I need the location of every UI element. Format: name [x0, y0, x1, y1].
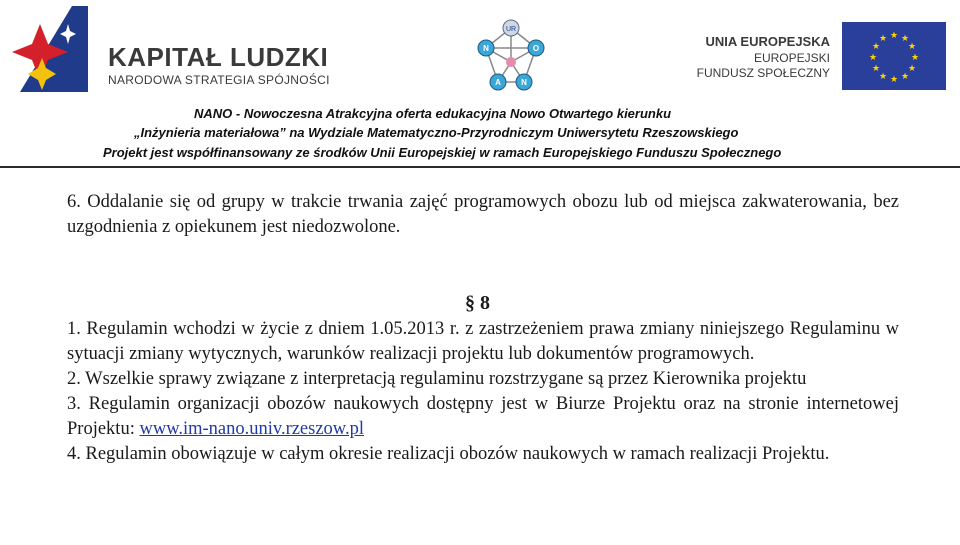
document-body — [67, 190, 899, 467]
cofinancing-note: Projekt jest współfinansowany ze środków Unii Europejskiej w ramach Europejskiego Funduszu Społecznego — [103, 145, 782, 160]
svg-text:★: ★ — [910, 53, 920, 63]
svg-text:★: ★ — [878, 72, 888, 82]
nano-node-n2 — [516, 74, 532, 90]
svg-text:★: ★ — [871, 42, 881, 52]
section-heading: § 8 — [465, 292, 490, 314]
nano-letter-o: O — [532, 44, 540, 53]
svg-text:★: ★ — [907, 42, 917, 52]
nano-letter-ur: UR — [505, 26, 517, 33]
ue-title: UNIA EUROPEJSKA — [705, 34, 830, 49]
rule-point-3 — [67, 392, 899, 442]
nano-node-o — [528, 40, 544, 56]
project-website-link[interactable]: www.im-nano.univ.rzeszow.pl — [139, 419, 364, 439]
nano-letter-n2: N — [521, 78, 527, 87]
rule-point-4: 4. Regulamin obowiązuje w całym okresie realizacji obozów naukowych w ramach realizacji Projektu. — [67, 444, 830, 464]
rule-point-3-text: 3. Regulamin organizacji obozów naukowych dostępny jest w Biurze Projektu oraz na stronie internetowej Projektu: — [67, 394, 899, 439]
kapital-ludzki-subtitle: NARODOWA STRATEGIA SPÓJNOŚCI — [108, 73, 330, 87]
project-title-line-2: „Inżynieria materiałowa” na Wydziale Matematyczno-Przyrodniczym Uniwersytetu Rzeszowskiego — [134, 125, 739, 140]
svg-text:★: ★ — [878, 34, 888, 44]
nano-letter-n1: N — [483, 44, 489, 53]
kapital-ludzki-title: KAPITAŁ LUDZKI — [108, 42, 329, 72]
nano-node-a — [490, 74, 506, 90]
nano-center-node — [506, 57, 516, 67]
kapital-ludzki-logo — [10, 4, 90, 94]
nano-letter-a: A — [495, 78, 501, 87]
ue-subtitle-1: EUROPEJSKI — [753, 51, 830, 65]
svg-text:★: ★ — [889, 31, 899, 41]
project-title-line-1: NANO - Nowoczesna Atrakcyjna oferta edukacyjna Nowo Otwartego kierunku — [194, 106, 672, 121]
eu-flag — [842, 22, 946, 90]
nano-node-ur — [503, 20, 519, 36]
svg-text:★: ★ — [907, 64, 917, 74]
nano-logo — [472, 18, 550, 96]
svg-text:★: ★ — [868, 53, 878, 63]
rule-point-2: 2. Wszelkie sprawy związane z interpretacją regulaminu rozstrzygane są przez Kierownika projektu — [67, 369, 807, 389]
nano-node-n1 — [478, 40, 494, 56]
header — [0, 0, 960, 170]
rule-point-6: 6. Oddalanie się od grupy w trakcie trwania zajęć programowych obozu lub od miejsca zakwaterowania, bez uzgodnienia z opiekunem jest niedozwolone. — [67, 192, 899, 237]
svg-text:★: ★ — [900, 34, 910, 44]
svg-text:★: ★ — [889, 75, 899, 85]
header-divider — [0, 166, 960, 168]
svg-text:★: ★ — [900, 72, 910, 82]
rule-point-1: 1. Regulamin wchodzi w życie z dniem 1.05.2013 r. z zastrzeżeniem prawa zmiany niniejszego Regulaminu w sytuacji zmiany wytycznych, warunków realizacji projektu lub dokumentów programowych. — [67, 319, 899, 364]
spacer — [67, 240, 899, 290]
ue-subtitle-2: FUNDUSZ SPOŁECZNY — [696, 66, 830, 80]
svg-text:★: ★ — [871, 64, 881, 74]
